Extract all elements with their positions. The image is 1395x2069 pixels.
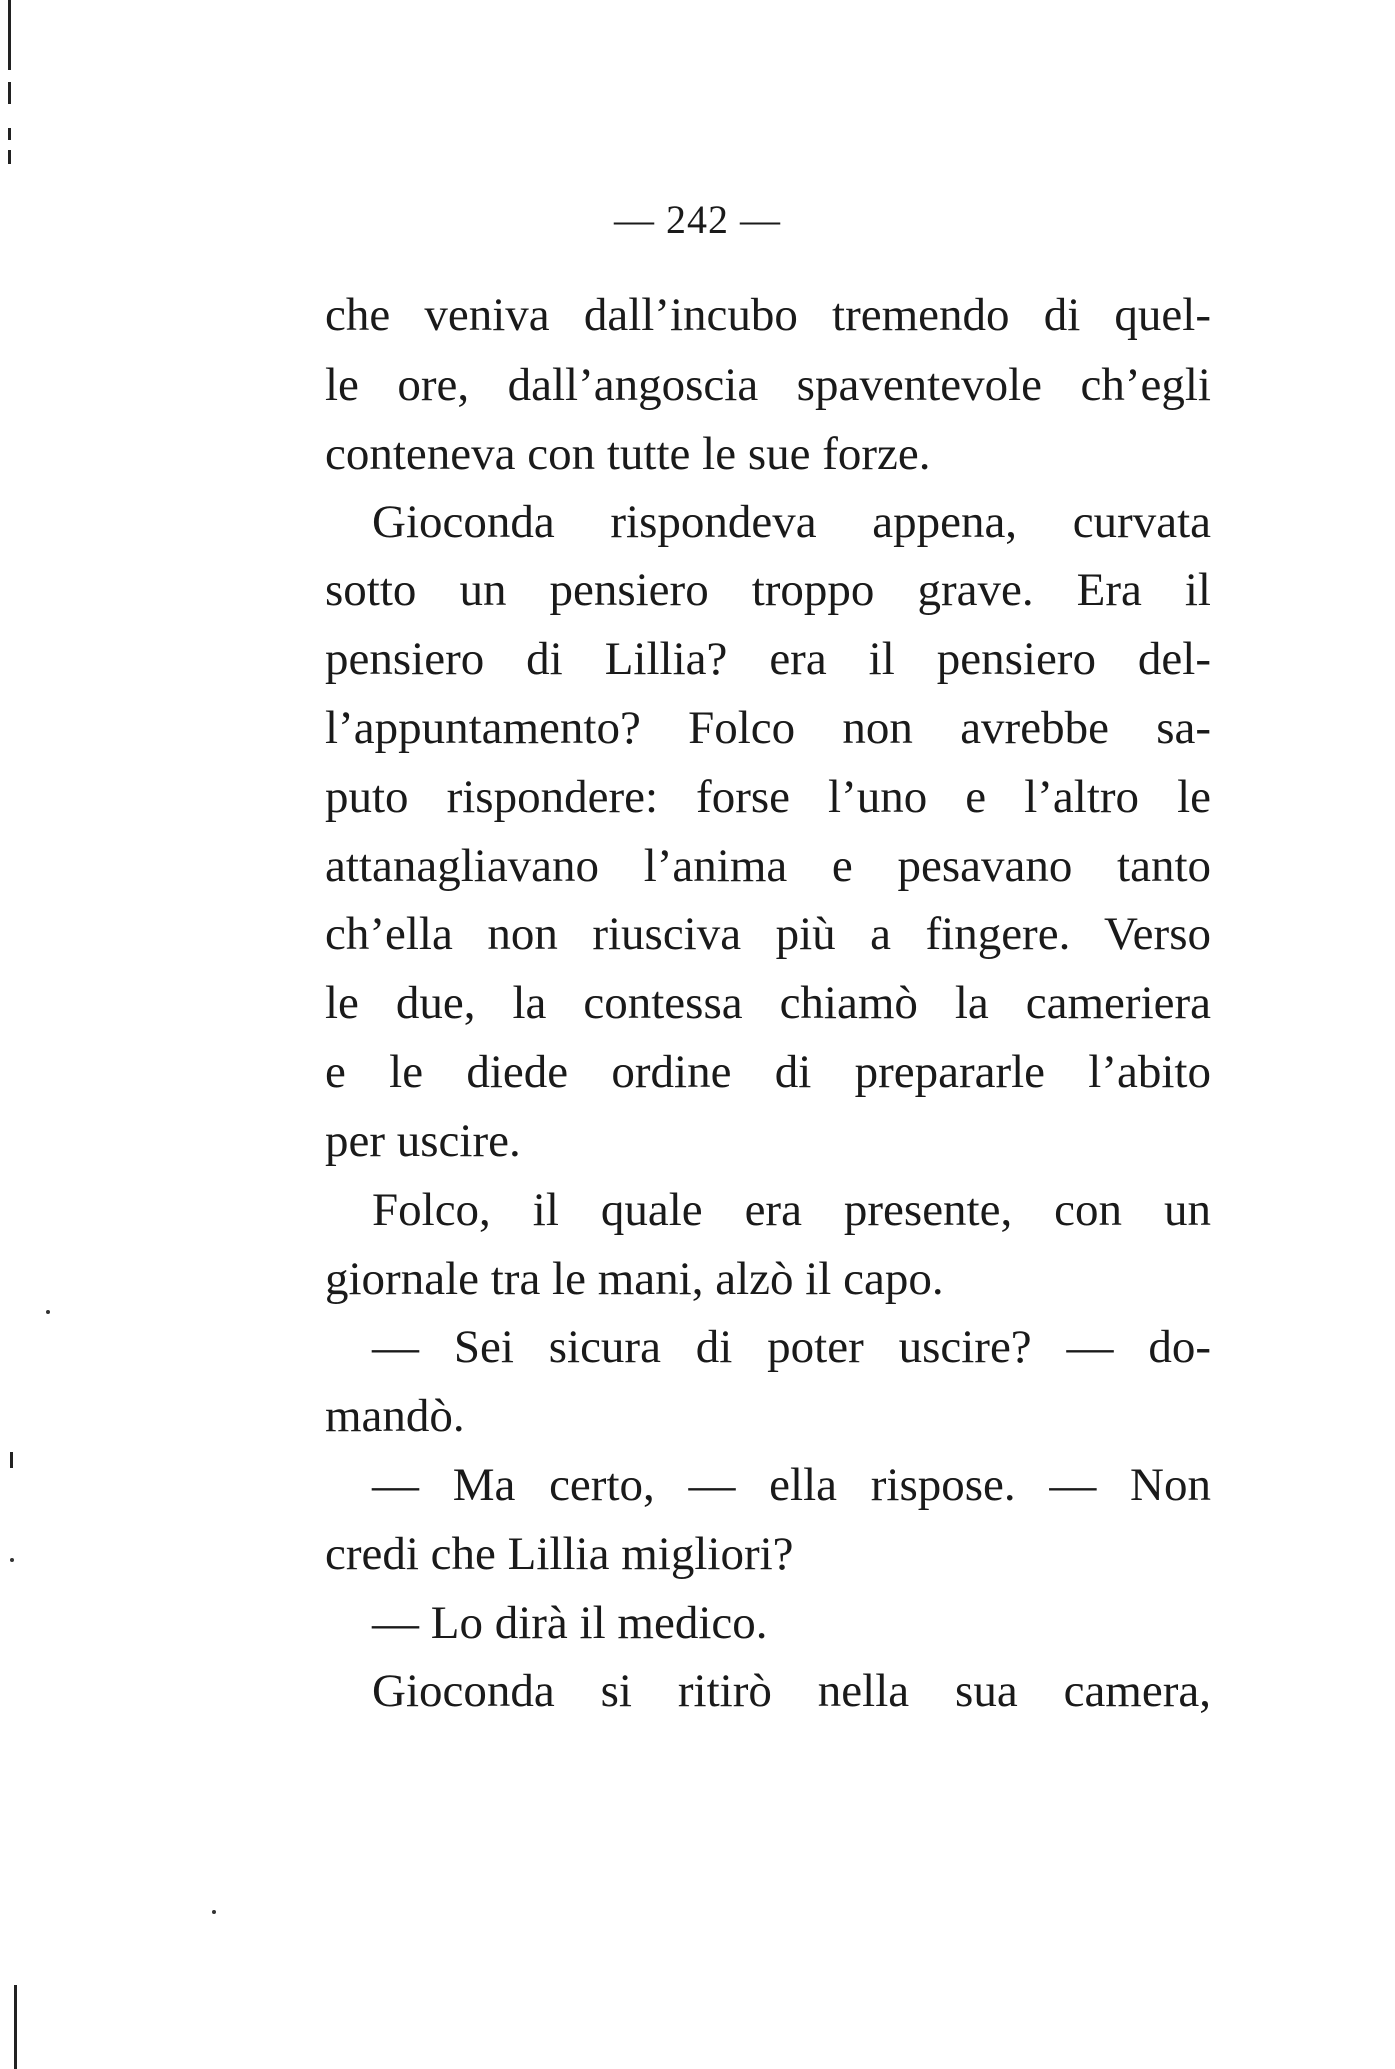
text-line: — Ma certo, — ella rispose. — Non <box>372 1459 1211 1511</box>
scan-edge-mark-bottom <box>14 1985 17 2069</box>
text-line: giornale tra le mani, alzò il capo. <box>325 1253 944 1305</box>
text-line: credi che Lillia migliori? <box>325 1528 794 1580</box>
scan-edge-mark-top-3 <box>8 128 11 140</box>
text-line: — Sei sicura di poter uscire? — do- <box>372 1321 1211 1373</box>
text-line: attanagliavano l’anima e pesavano tanto <box>325 840 1211 892</box>
text-line: sotto un pensiero troppo grave. Era il <box>325 564 1211 616</box>
text-line: — Lo dirà il medico. <box>372 1597 768 1649</box>
text-line: ch’ella non riusciva più a fingere. Verso <box>325 908 1211 960</box>
text-line: Gioconda si ritirò nella sua camera, <box>372 1665 1211 1717</box>
text-line: Gioconda rispondeva appena, curvata <box>372 496 1211 548</box>
scan-speck <box>46 1310 50 1314</box>
scan-speck <box>10 1558 14 1562</box>
text-line: le ore, dall’angoscia spaventevole ch’egli <box>325 359 1211 411</box>
text-line: pensiero di Lillia? era il pensiero del- <box>325 633 1211 685</box>
text-line: che veniva dall’incubo tremendo di quel- <box>325 289 1211 341</box>
text-line: l’appuntamento? Folco non avrebbe sa- <box>325 702 1211 754</box>
scan-edge-mark-top-4 <box>8 150 11 164</box>
text-line: puto rispondere: forse l’uno e l’altro le <box>325 771 1211 823</box>
text-line: conteneva con tutte le sue forze. <box>325 428 931 480</box>
text-line: Folco, il quale era presente, con un <box>372 1184 1211 1236</box>
scan-speck <box>212 1910 216 1914</box>
scan-edge-mark-mid <box>10 1452 13 1468</box>
text-line: le due, la contessa chiamò la cameriera <box>325 977 1211 1029</box>
scan-edge-mark-top-2 <box>8 82 11 104</box>
scan-edge-mark-top <box>8 0 11 70</box>
page-number: — 242 — <box>614 197 781 242</box>
text-line: mandò. <box>325 1390 465 1442</box>
text-line: e le diede ordine di prepararle l’abito <box>325 1046 1211 1098</box>
text-line: per uscire. <box>325 1115 521 1167</box>
